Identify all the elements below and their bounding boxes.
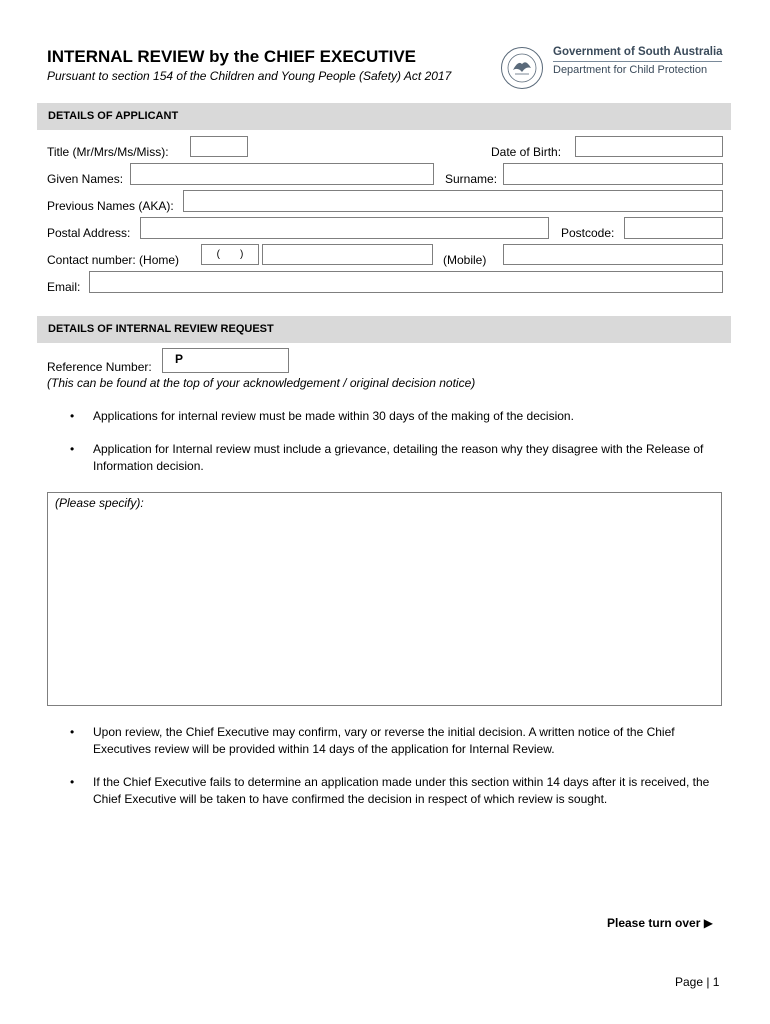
- postal-address-label: Postal Address:: [47, 226, 131, 240]
- form-title: INTERNAL REVIEW by the CHIEF EXECUTIVE: [47, 47, 417, 66]
- postcode-label: Postcode:: [561, 226, 615, 240]
- bullet-text: If the Chief Executive fails to determine an application made under this section within 14 days after it is received, the Chief Executive will be taken to have confirmed the decision in respect of which review is sought.: [93, 775, 710, 806]
- department-name: Department for Child Protection: [553, 64, 708, 76]
- surname-label: Surname:: [445, 172, 498, 186]
- bullet-text: Upon review, the Chief Executive may confirm, vary or reverse the initial decision. A written notice of the Chief Executives review will be provided within 14 days of the application for Internal Review.: [93, 725, 675, 756]
- bullet-icon: •: [70, 442, 75, 456]
- home-area-code-input[interactable]: ( ): [201, 244, 259, 265]
- given-names-label: Given Names:: [47, 172, 124, 186]
- reference-note: (This can be found at the top of your acknowledgement / original decision notice): [47, 376, 476, 390]
- dob-label: Date of Birth:: [491, 145, 562, 159]
- title-input[interactable]: [190, 136, 248, 157]
- bullet-text: Applications for internal review must be made within 30 days of the making of the decision.: [93, 409, 574, 423]
- section-review-request-heading: DETAILS OF INTERNAL REVIEW REQUEST: [37, 316, 731, 343]
- grievance-textarea[interactable]: [47, 492, 722, 706]
- dob-input[interactable]: [575, 136, 723, 157]
- form-subtitle: Pursuant to section 154 of the Children and Young People (Safety) Act 2017: [47, 69, 452, 83]
- postal-address-input[interactable]: [140, 217, 549, 239]
- mobile-phone-input[interactable]: [503, 244, 723, 265]
- bullet-icon: •: [70, 409, 75, 423]
- contact-home-label: Contact number: (Home): [47, 253, 180, 267]
- title-label: Title (Mr/Mrs/Ms/Miss):: [47, 145, 169, 159]
- email-input[interactable]: [89, 271, 723, 293]
- home-phone-input[interactable]: [262, 244, 433, 265]
- reference-number-label: Reference Number:: [47, 360, 152, 374]
- email-label: Email:: [47, 280, 81, 294]
- surname-input[interactable]: [503, 163, 723, 185]
- section-applicant-heading: DETAILS OF APPLICANT: [37, 103, 731, 130]
- reference-number-input[interactable]: P: [162, 348, 289, 373]
- logo-divider: [553, 61, 722, 62]
- previous-names-input[interactable]: [183, 190, 723, 212]
- page-number: Page | 1: [675, 975, 720, 989]
- grievance-label: (Please specify):: [55, 496, 144, 510]
- bullet-icon: •: [70, 725, 75, 739]
- government-name: Government of South Australia: [553, 46, 723, 58]
- mobile-label: (Mobile): [443, 253, 487, 267]
- bullet-icon: •: [70, 775, 75, 789]
- sa-seal-logo-icon: [500, 46, 544, 90]
- turn-over-note: Please turn over ▶: [607, 916, 713, 930]
- previous-names-label: Previous Names (AKA):: [47, 199, 174, 213]
- postcode-input[interactable]: [624, 217, 723, 239]
- given-names-input[interactable]: [130, 163, 434, 185]
- bullet-text: Application for Internal review must include a grievance, detailing the reason why they disagree with the Release of Information decision.: [93, 442, 704, 473]
